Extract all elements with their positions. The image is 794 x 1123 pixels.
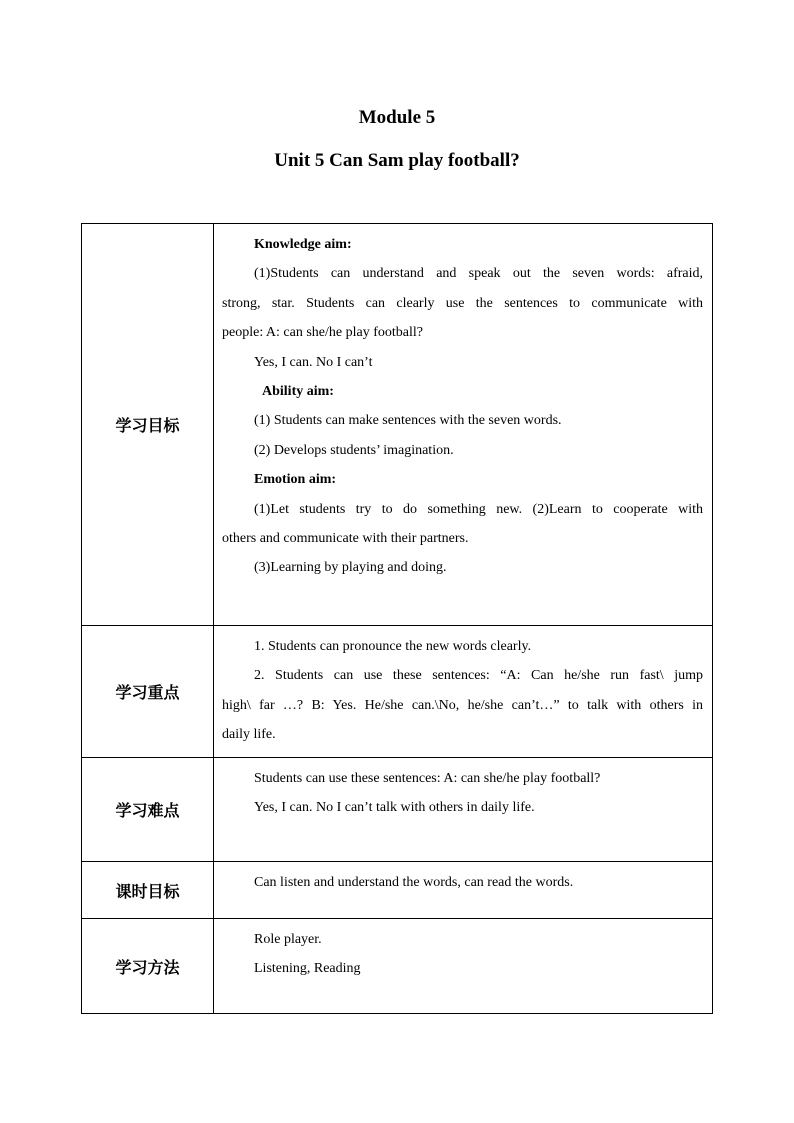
difficulty-line-1: Students can use these sentences: A: can she/he play football?: [254, 771, 601, 786]
learning-objectives-content: [214, 224, 713, 626]
table-row-lesson-objective: [82, 862, 713, 919]
ability-aim-heading: Ability aim:: [262, 384, 334, 400]
key-points-content: [214, 626, 713, 758]
lesson-plan-table: [81, 223, 713, 1014]
emotion-aim-heading: Emotion aim:: [254, 472, 337, 488]
row-label-difficulties: 学习难点: [82, 758, 214, 862]
lesson-objective-line-1: Can listen and understand the words, can read the words.: [254, 875, 574, 890]
table-row-difficulties: [82, 758, 713, 862]
difficulties-content: [214, 758, 713, 862]
row-label-learning-objectives: 学习目标: [82, 224, 214, 626]
module-title: Module 5: [358, 107, 436, 128]
table-row-learning-objectives: [82, 224, 713, 626]
key-point-2-line2: high\ far …? B: Yes. He/she can.\No, he/she can’t…” to talk with others in: [222, 697, 703, 713]
ability-aim-item-2: (2) Develops students’ imagination.: [254, 442, 454, 458]
table-row-learning-methods: [82, 919, 713, 1014]
ability-aim-item-1: (1) Students can make sentences with the seven words.: [254, 413, 562, 429]
emotion-aim-item-3: (3)Learning by playing and doing.: [254, 560, 447, 576]
key-point-1: 1. Students can pronounce the new words clearly.: [254, 639, 532, 654]
key-point-2-line3: daily life.: [222, 727, 276, 743]
row-label-key-points: 学习重点: [82, 626, 214, 758]
difficulty-line-2: Yes, I can. No I can’t talk with others in daily life.: [254, 800, 535, 816]
key-point-2-line1: 2. Students can use these sentences: “A: Can he/she run fast\ jump: [254, 668, 703, 684]
knowledge-aim-text-line2: strong, star. Students can clearly use the sentences to communicate with: [222, 295, 703, 311]
learning-method-line-2: Listening, Reading: [254, 961, 361, 977]
emotion-aim-text-line2: others and communicate with their partners.: [222, 531, 469, 547]
emotion-aim-text-line1: (1)Let students try to do something new. (2)Learn to cooperate with: [254, 501, 703, 517]
unit-title: Unit 5 Can Sam play football?: [274, 150, 520, 171]
knowledge-aim-heading: Knowledge aim:: [254, 237, 352, 252]
knowledge-aim-answer: Yes, I can. No I can’t: [254, 354, 373, 370]
knowledge-aim-text-line1: (1)Students can understand and speak out the seven words: afraid,: [254, 266, 703, 282]
learning-method-line-1: Role player.: [254, 932, 322, 947]
knowledge-aim-text-line3: people: A: can she/he play football?: [222, 325, 423, 341]
learning-methods-content: [214, 919, 713, 1014]
row-label-lesson-objective: 课时目标: [82, 862, 214, 919]
row-label-learning-methods: 学习方法: [82, 919, 214, 1014]
lesson-objective-content: [214, 862, 713, 919]
table-row-key-points: [82, 626, 713, 758]
